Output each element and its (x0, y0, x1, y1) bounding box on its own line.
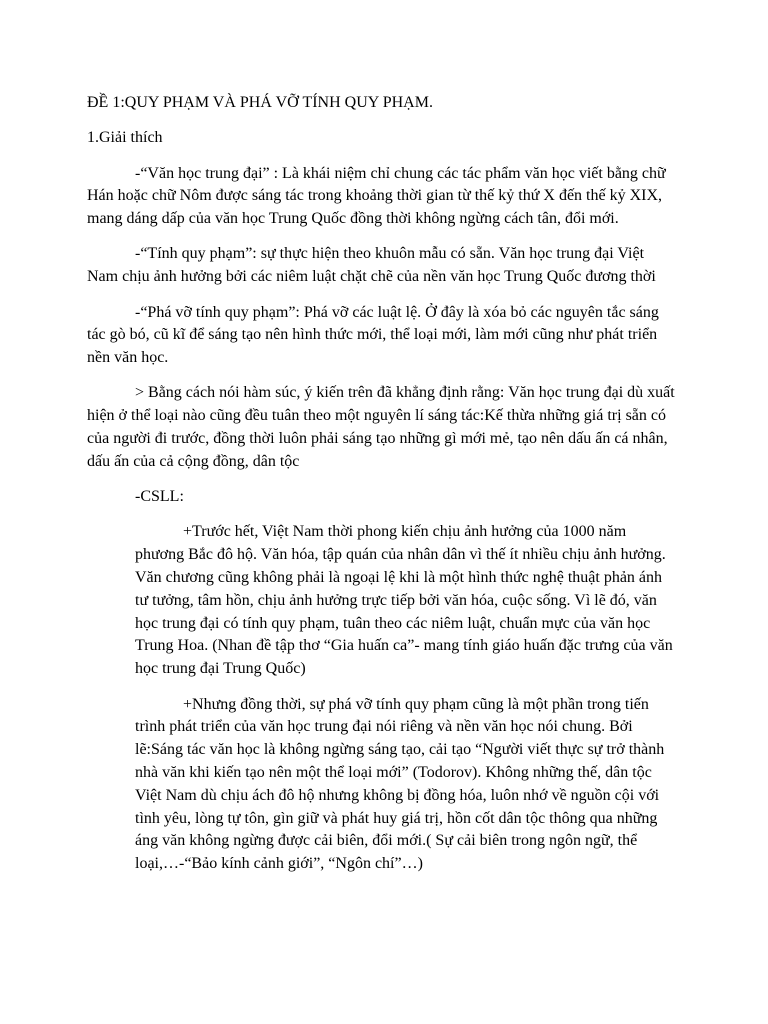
section-heading: 1.Giải thích (87, 129, 163, 147)
paragraph-tinh-quy-pham: -“Tính quy phạm”: sự thực hiện theo khuôn mẫu có sẵn. Văn học trung đại Việt Nam chịu ảnh hưởng bởi các niêm luật chặt chẽ của nền văn học Trung Quốc đương thời (87, 245, 656, 286)
paragraph-pha-vo-tinh-quy-pham: -“Phá vỡ tính quy phạm”: Phá vỡ các luật lệ. Ở đây là xóa bỏ các nguyên tắc sáng tác gò bó, cũ kĩ để sáng tạo nên hình thức mới, thể loại mới, làm mới cũng như phát triển nền văn học. (87, 303, 659, 367)
paragraph-conclusion: > Bằng cách nói hàm súc, ý kiến trên đã khẳng định rằng: Văn học trung đại dù xuất hiện ở thể loại nào cũng đều tuân theo một nguyên lí sáng tác:Kế thừa những giá trị sẵn có của người đi trước, đồng thời luôn phải sáng tạo những gì mới mẻ, tạo nên dấu ấn cá nhân, dấu ấn của cả cộng đồng, dân tộc (87, 384, 675, 470)
csll-paragraph-first: +Trước hết, Việt Nam thời phong kiến chịu ảnh hưởng của 1000 năm phương Bắc đô hộ. Văn hóa, tập quán của nhân dân vì thế ít nhiều chịu ảnh hưởng. Văn chương cũng không phải là ngoại lệ khi là một hình thức nghệ thuật phản ánh tư tưởng, tâm hồn, chịu ảnh hưởng trực tiếp bởi văn hóa, cuộc sống. Vì lẽ đó, văn học trung đại có tính quy phạm, tuân theo các niêm luật, chuẩn mực của văn học Trung Hoa. (Nhan đề tập thơ “Gia huấn ca”- mang tính giáo huấn đặc trưng của văn học trung đại Trung Quốc) (135, 523, 673, 678)
csll-paragraph-second: +Nhưng đồng thời, sự phá vỡ tính quy phạm cũng là một phần trong tiến trình phát triển của văn học trung đại nói riêng và nền văn học nói chung. Bởi lẽ:Sáng tác văn học là không ngừng sáng tạo, cải tạo “Người viết thực sự trở thành nhà văn khi kiến tạo nên một thể loại mới” (Todorov). Không những thế, dân tộc Việt Nam dù chịu ách đô hộ nhưng không bị đồng hóa, luôn nhớ về nguồn cội với tình yêu, lòng tự tôn, gìn giữ và phát huy giá trị, hồn cốt dân tộc thông qua những áng văn không ngừng được cải biên, đổi mới.( Sự cải biên trong ngôn ngữ, thể loại,…-“Bảo kính cảnh giới”, “Ngôn chí”…) (135, 695, 665, 873)
document-title: ĐỀ 1:QUY PHẠM VÀ PHÁ VỠ TÍNH QUY PHẠM. (87, 94, 433, 111)
document-body (87, 92, 677, 888)
paragraph-van-hoc-trung-dai: -“Văn học trung đại” : Là khái niệm chỉ chung các tác phẩm văn học viết bằng chữ Hán hoặc chữ Nôm được sáng tác trong khoảng thời gian từ thế kỷ thứ X đến thế kỷ XIX, mang dáng dấp của văn học Trung Quốc đồng thời không ngừng cách tân, đổi mới. (87, 164, 666, 228)
csll-label: -CSLL: (135, 488, 184, 506)
